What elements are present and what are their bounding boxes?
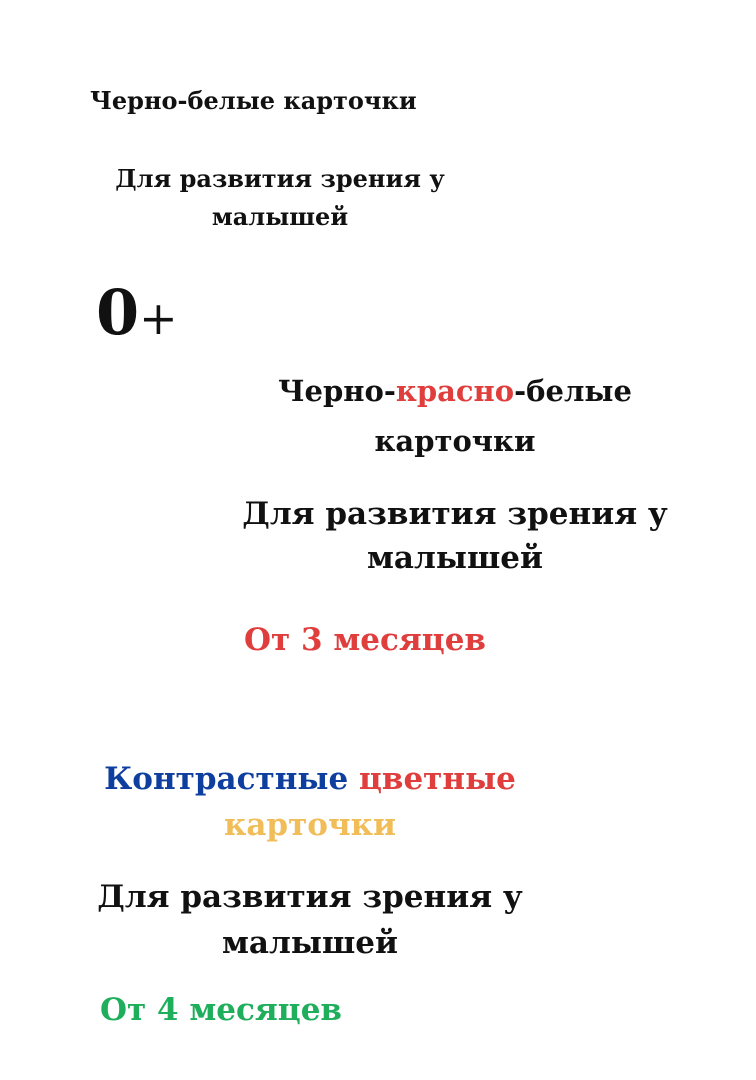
bwr-title-part3: -белые [514, 374, 632, 408]
bw-subtitle-line2: малышей [211, 202, 349, 231]
bwr-subtitle-line1: Для развития зрения у [242, 496, 668, 532]
bwr-title-line1 [240, 366, 670, 416]
bwr-title-line2: карточки [374, 424, 536, 458]
bw-cards-title: Черно-белые карточки [90, 86, 417, 115]
bw-subtitle-line1: Для развития зрения у [115, 164, 445, 193]
color-title-colored-word: цветные [359, 761, 516, 797]
color-cards-subtitle [90, 874, 530, 966]
bwr-subtitle-line2: малышей [367, 540, 543, 576]
color-cards-title [70, 756, 550, 848]
color-age-label: От 4 месяцев [100, 992, 342, 1028]
color-subtitle-line1: Для развития зрения у [97, 879, 523, 915]
color-title-contrast-word: Контрастные [104, 761, 349, 797]
bwr-age-label: От 3 месяцев [244, 622, 486, 658]
bwr-cards-subtitle [230, 492, 680, 580]
bwr-title-red-word: красно [395, 374, 515, 408]
color-title-line1 [70, 756, 550, 802]
age-plus: + [139, 291, 178, 345]
color-subtitle-line2: малышей [222, 925, 398, 961]
bwr-cards-title [240, 366, 670, 466]
age-zero-plus [96, 278, 178, 353]
bw-cards-subtitle [80, 160, 480, 236]
bwr-title-part1: Черно- [278, 374, 396, 408]
color-title-line2: карточки [223, 807, 397, 843]
age-zero: 0 [96, 276, 140, 349]
